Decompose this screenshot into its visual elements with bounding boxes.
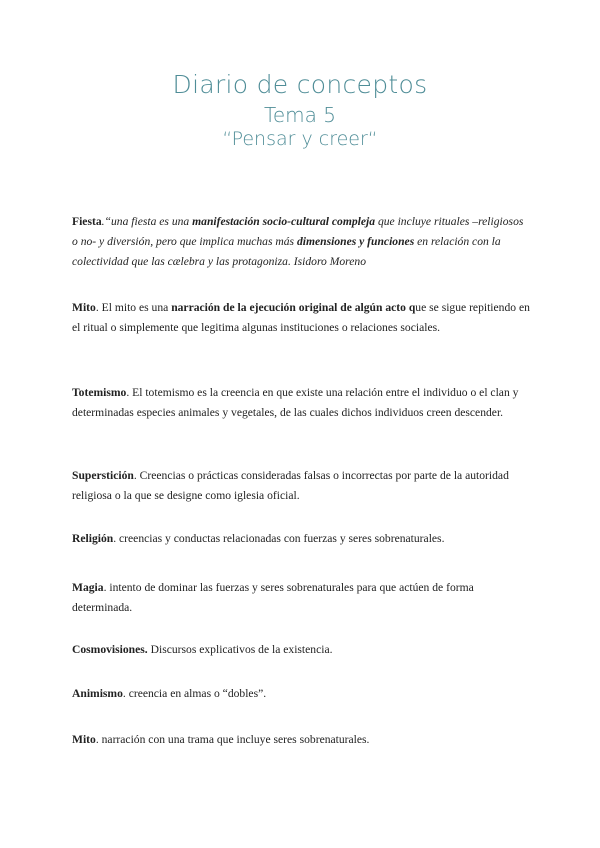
entry-magia [72, 578, 532, 618]
entry-mito [72, 298, 532, 338]
entry-term: Animismo [72, 687, 123, 700]
entry-emphasis: manifestación socio-cultural compleja [192, 215, 376, 228]
entry-text: Discursos explicativos de la existencia. [147, 643, 333, 656]
entry-text: . intento de dominar las fuerzas y seres sobrenaturales para que actúen de forma determinada. [72, 581, 474, 614]
entry-term: Mito [72, 301, 96, 314]
entry-totemismo [72, 383, 532, 423]
entry-text: que incluye rituales –religiosos o no- y diversión, pero que implica muchas más [72, 215, 524, 248]
entry-cosmovisiones [72, 640, 532, 660]
entry-term: Mito [72, 733, 96, 746]
entry-supersticion [72, 466, 532, 506]
entry-religion [72, 529, 532, 549]
entry-term: Fiesta [72, 215, 102, 228]
entry-text: . El totemismo es la creencia en que existe una relación entre el individuo o el clan y determinadas especies animales y vegetales, de las cuales dichos individuos creen descender. [72, 386, 519, 419]
entry-text: . creencia en almas o “dobles”. [122, 687, 267, 700]
entry-text: .“una fiesta es una [101, 215, 193, 228]
entry-mito-2 [72, 730, 532, 750]
entry-text: . creencias y conductas relacionadas con fuerzas y seres sobrenaturales. [113, 532, 445, 545]
entry-text: . El mito es una [95, 301, 172, 314]
entry-animismo [72, 684, 532, 704]
document-quote: “Pensar y creer“ [222, 128, 378, 150]
entry-emphasis: dimensiones y funciones [296, 235, 415, 248]
entry-text: . narración con una trama que incluye seres sobrenaturales. [95, 733, 370, 746]
document-subtitle: Tema 5 [264, 103, 336, 127]
entry-text: en relación con la colectividad que las cælebra y las protagoniza. Isidoro Moreno [72, 235, 501, 268]
entry-term: Superstición [72, 469, 134, 482]
entry-text: ue se sigue repitiendo en el ritual o simplemente que legitima algunas instituciones o relaciones sociales. [72, 301, 530, 334]
entry-text: . Creencias o prácticas consideradas falsas o incorrectas por parte de la autoridad religiosa o la que se designe como iglesia oficial. [72, 469, 509, 502]
entry-term: Cosmovisiones. [72, 643, 148, 656]
entry-term: Totemismo [72, 386, 127, 399]
entry-emphasis: narración de la ejecución original de algún acto q [171, 301, 416, 314]
entry-term: Religión [72, 532, 114, 545]
entry-fiesta [72, 212, 532, 272]
entry-term: Magia [72, 581, 104, 594]
document-title: Diario de conceptos [172, 70, 428, 99]
